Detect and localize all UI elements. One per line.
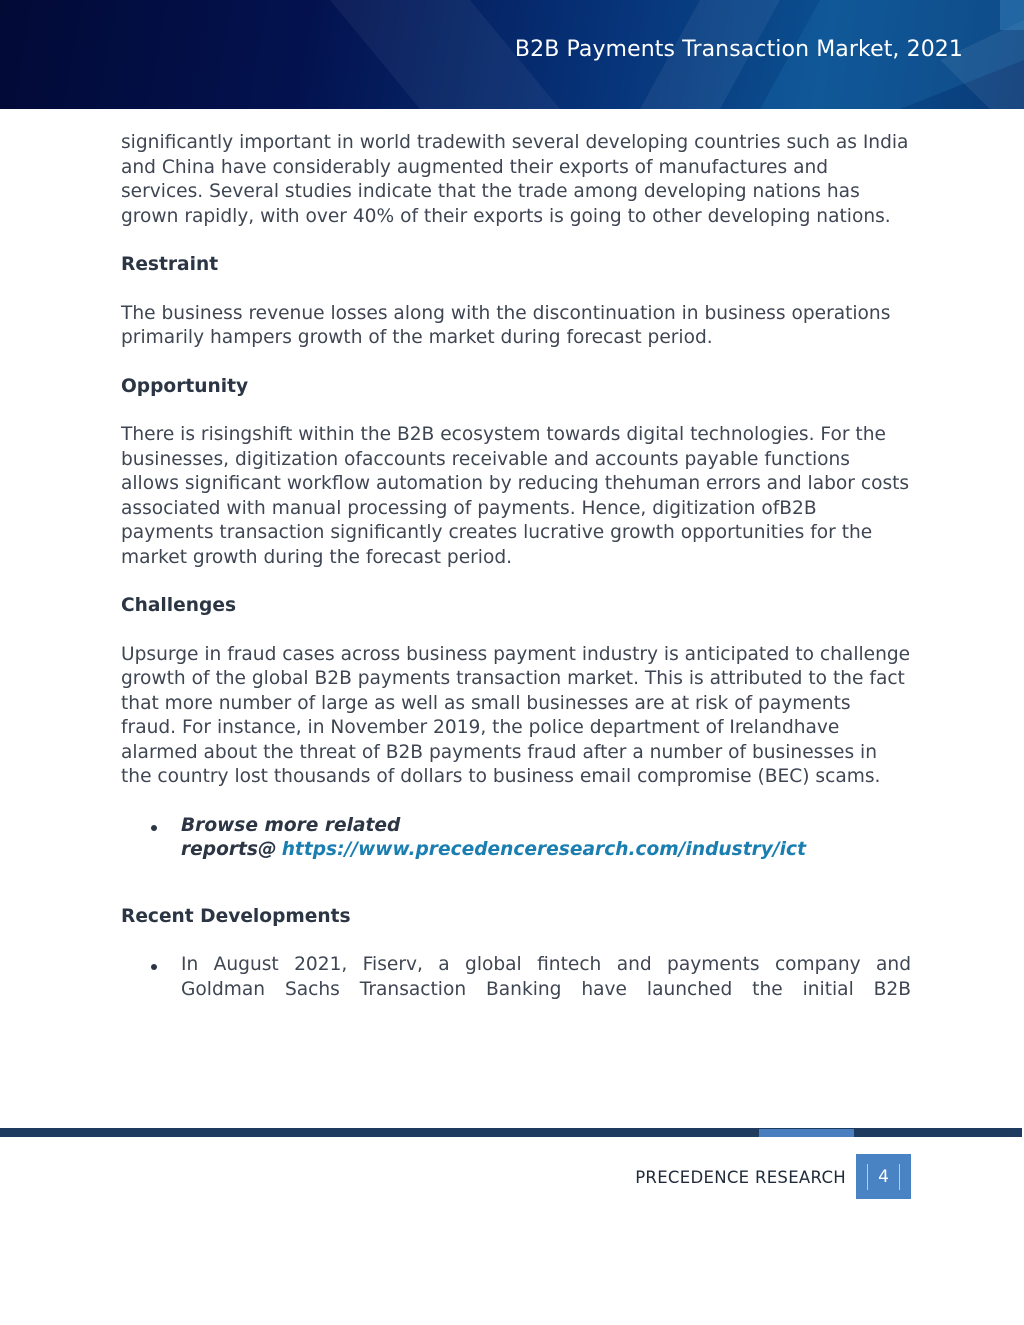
- challenges-heading: Challenges: [121, 595, 237, 616]
- recent-developments-heading: Recent Developments: [121, 905, 351, 927]
- footer-accent-bar: [759, 1129, 854, 1137]
- recent-item-line-1: In August 2021, Fiserv, a global fintech and payments company and: [181, 954, 911, 975]
- bullet-icon: [151, 825, 157, 831]
- page-number: 4: [867, 1164, 900, 1190]
- restraint-heading: Restraint: [121, 254, 219, 275]
- report-title: B2B Payments Transaction Market, 2021: [514, 37, 963, 62]
- related-reports-prefix: reports@: [181, 839, 277, 860]
- challenges-paragraph: Upsurge in fraud cases across business payment industry is anticipated to challenge growth of the global B2B payments transaction market. This is attributed to the fact that more number of large as well as small businesses are at risk of payments fraud. For instance, in November 2019, the police department of Irelandhave alarmed about the threat of B2B payments fraud after a number of businesses in the country lost thousands of dollars to business email compromise (BEC) scams.: [121, 643, 911, 787]
- opportunity-paragraph: There is risingshift within the B2B ecosystem towards digital technologies. For the businesses, digitization ofaccounts receivable and accounts payable functions allows significant workflow automation by reducing thehuman errors and labor costs associated with manual processing of payments. Hence, digitization ofB2B payments transaction significantly creates lucrative growth opportunities for the market growth during the forecast period.: [121, 424, 910, 568]
- recent-development-item: [121, 953, 911, 1002]
- recent-item-line-2: Goldman Sachs Transaction Banking have launched the initial B2B: [181, 978, 911, 1000]
- page-content: [121, 131, 911, 1002]
- page-header: [0, 0, 1024, 109]
- intro-paragraph: significantly important in world tradewith several developing countries such as India and China have considerably augmented their exports of manufactures and services. Several studies indicate that the trade among developing nations has grown rapidly, with over 40% of their exports is going to other developing nations.: [121, 132, 909, 227]
- related-reports-label: Browse more related: [181, 814, 401, 836]
- footer-divider: [0, 1128, 1022, 1137]
- related-reports-link[interactable]: https://www.precedenceresearch.com/industry/ict: [281, 839, 806, 860]
- bullet-icon: [151, 964, 157, 970]
- related-reports-item: [121, 814, 911, 863]
- opportunity-heading: Opportunity: [121, 375, 249, 397]
- restraint-paragraph: The business revenue losses along with the discontinuation in business operations primarily hampers growth of the market during forecast period.: [121, 302, 891, 348]
- page-number-box: [856, 1154, 911, 1199]
- footer-brand-name: PRECEDENCE RESEARCH: [635, 1168, 846, 1187]
